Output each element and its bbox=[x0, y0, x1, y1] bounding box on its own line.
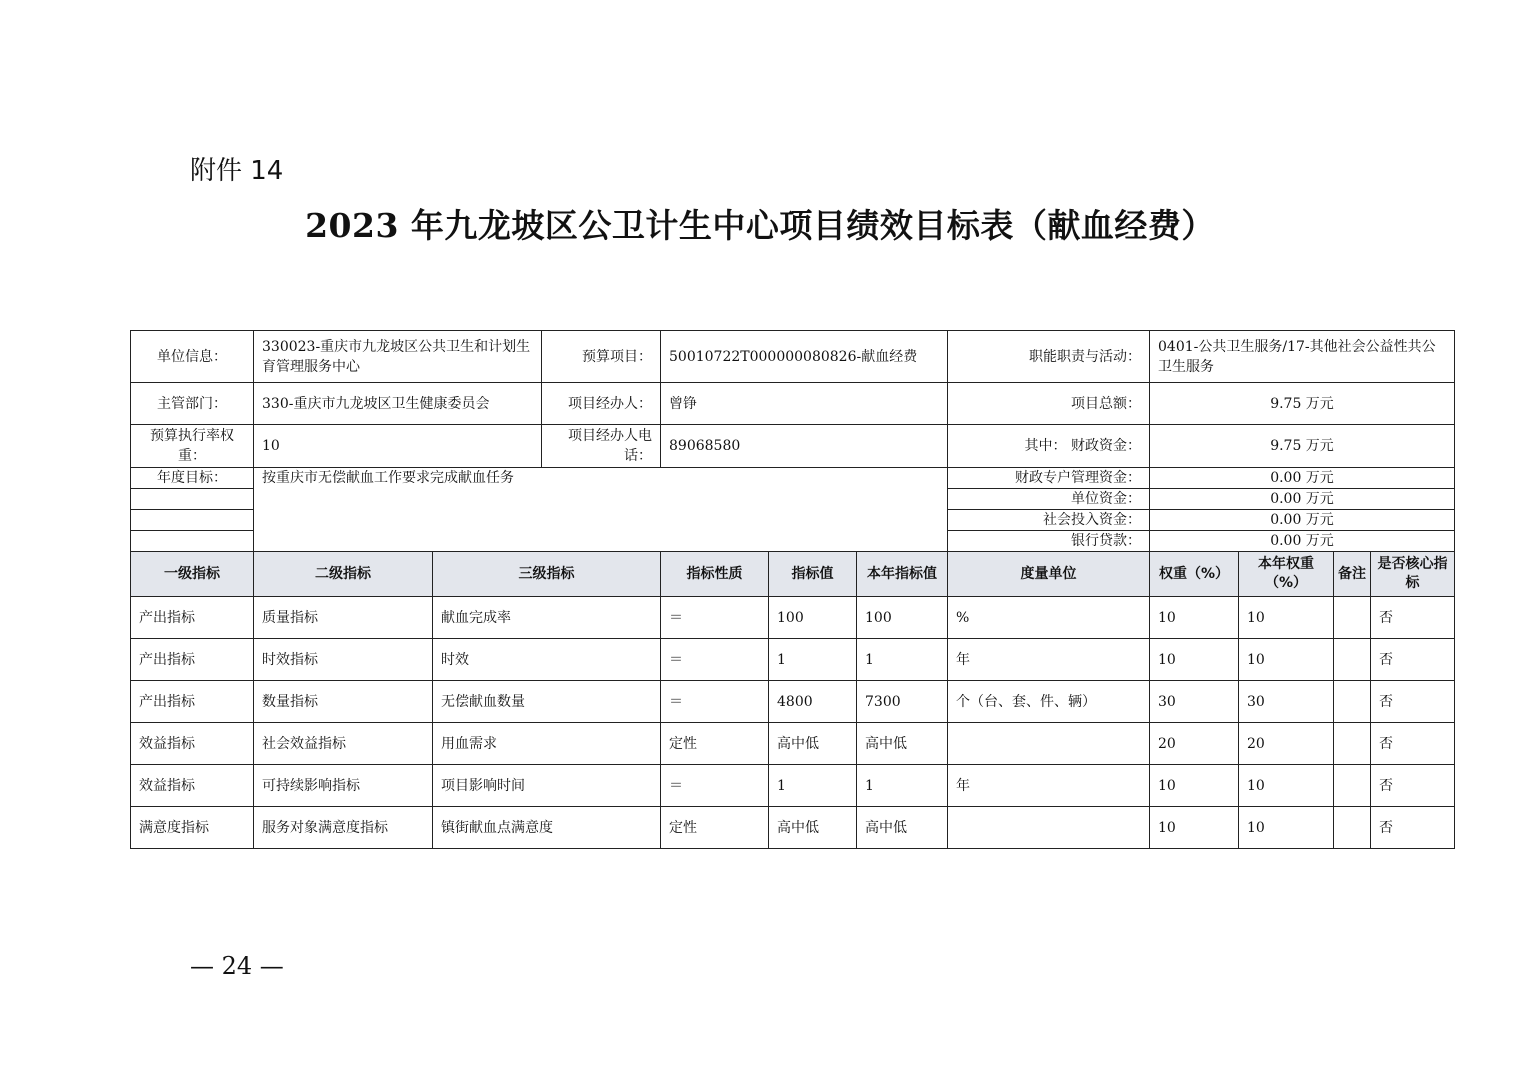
header-level3: 三级指标 bbox=[433, 552, 661, 597]
level3-cell: 镇街献血点满意度 bbox=[433, 807, 661, 849]
level2-cell: 质量指标 bbox=[254, 597, 433, 639]
phone-label: 项目经办人电话： bbox=[542, 425, 661, 468]
level3-cell: 用血需求 bbox=[433, 723, 661, 765]
level2-cell: 数量指标 bbox=[254, 681, 433, 723]
level1-cell: 产出指标 bbox=[131, 597, 254, 639]
level3-cell: 献血完成率 bbox=[433, 597, 661, 639]
year-target-cell: 100 bbox=[857, 597, 948, 639]
unit-cell bbox=[948, 807, 1150, 849]
year-weight-cell: 10 bbox=[1239, 807, 1334, 849]
year-weight-cell: 10 bbox=[1239, 765, 1334, 807]
unit-cell: % bbox=[948, 597, 1150, 639]
rate-weight-value: 10 bbox=[254, 425, 542, 468]
year-target-cell: 7300 bbox=[857, 681, 948, 723]
weight-cell: 10 bbox=[1150, 765, 1239, 807]
remark-cell bbox=[1334, 681, 1371, 723]
core-cell: 否 bbox=[1371, 597, 1455, 639]
level2-cell: 服务对象满意度指标 bbox=[254, 807, 433, 849]
table-row bbox=[131, 639, 1455, 681]
social-fund-label: 社会投入资金： bbox=[948, 510, 1150, 531]
social-fund-value: 0.00 万元 bbox=[1150, 510, 1455, 531]
level3-cell: 时效 bbox=[433, 639, 661, 681]
header-unit: 度量单位 bbox=[948, 552, 1150, 597]
header-core: 是否核心指标 bbox=[1371, 552, 1455, 597]
level1-cell: 产出指标 bbox=[131, 681, 254, 723]
nature-cell: 定性 bbox=[661, 807, 769, 849]
page-number: — 24 — bbox=[190, 952, 284, 980]
table-row bbox=[131, 597, 1455, 639]
year-weight-cell: 30 bbox=[1239, 681, 1334, 723]
nature-cell: ＝ bbox=[661, 765, 769, 807]
target-value-cell: 高中低 bbox=[769, 807, 857, 849]
level2-cell: 时效指标 bbox=[254, 639, 433, 681]
attachment-label: 附件 14 bbox=[190, 156, 284, 186]
year-weight-cell: 10 bbox=[1239, 639, 1334, 681]
core-cell: 否 bbox=[1371, 639, 1455, 681]
table-row bbox=[131, 723, 1455, 765]
remark-cell bbox=[1334, 765, 1371, 807]
unit-cell: 个（台、套、件、辆） bbox=[948, 681, 1150, 723]
document-title: 2023 年九龙坡区公卫计生中心项目绩效目标表（献血经费） bbox=[305, 206, 1215, 245]
header-nature: 指标性质 bbox=[661, 552, 769, 597]
table-row bbox=[131, 681, 1455, 723]
nature-cell: 定性 bbox=[661, 723, 769, 765]
manager-label: 项目经办人： bbox=[542, 383, 661, 425]
bank-loan-value: 0.00 万元 bbox=[1150, 531, 1455, 552]
duty-label: 职能职责与活动： bbox=[948, 331, 1150, 383]
target-value-cell: 4800 bbox=[769, 681, 857, 723]
unit-cell: 年 bbox=[948, 765, 1150, 807]
dept-value: 330-重庆市九龙坡区卫生健康委员会 bbox=[254, 383, 542, 425]
weight-cell: 10 bbox=[1150, 807, 1239, 849]
header-level1: 一级指标 bbox=[131, 552, 254, 597]
unit-info-label: 单位信息： bbox=[131, 331, 254, 383]
goal-value: 按重庆市无偿献血工作要求完成献血任务 bbox=[254, 468, 948, 552]
dept-label: 主管部门： bbox=[131, 383, 254, 425]
unit-fund-value: 0.00 万元 bbox=[1150, 489, 1455, 510]
table-row bbox=[131, 765, 1455, 807]
header-remark: 备注 bbox=[1334, 552, 1371, 597]
header-weight: 权重（%） bbox=[1150, 552, 1239, 597]
level1-cell: 效益指标 bbox=[131, 723, 254, 765]
level2-cell: 社会效益指标 bbox=[254, 723, 433, 765]
level3-cell: 项目影响时间 bbox=[433, 765, 661, 807]
remark-cell bbox=[1334, 597, 1371, 639]
target-value-cell: 100 bbox=[769, 597, 857, 639]
target-value-cell: 1 bbox=[769, 639, 857, 681]
year-weight-cell: 10 bbox=[1239, 597, 1334, 639]
level3-cell: 无偿献血数量 bbox=[433, 681, 661, 723]
core-cell: 否 bbox=[1371, 723, 1455, 765]
unit-fund-label: 单位资金： bbox=[948, 489, 1150, 510]
remark-cell bbox=[1334, 807, 1371, 849]
year-target-cell: 1 bbox=[857, 639, 948, 681]
bank-loan-label: 银行贷款： bbox=[948, 531, 1150, 552]
nature-cell: ＝ bbox=[661, 639, 769, 681]
rate-weight-label: 预算执行率权重： bbox=[131, 425, 254, 468]
budget-item-value: 50010722T000000080826-献血经费 bbox=[661, 331, 948, 383]
level2-cell: 可持续影响指标 bbox=[254, 765, 433, 807]
total-value: 9.75 万元 bbox=[1150, 383, 1455, 425]
year-target-cell: 高中低 bbox=[857, 723, 948, 765]
level1-cell: 效益指标 bbox=[131, 765, 254, 807]
year-target-cell: 1 bbox=[857, 765, 948, 807]
target-value-cell: 高中低 bbox=[769, 723, 857, 765]
level1-cell: 产出指标 bbox=[131, 639, 254, 681]
empty-cell bbox=[131, 489, 254, 510]
fiscal-label: 其中： 财政资金： bbox=[948, 425, 1150, 468]
budget-item-label: 预算项目： bbox=[542, 331, 661, 383]
fiscal-value: 9.75 万元 bbox=[1150, 425, 1455, 468]
table-row bbox=[131, 807, 1455, 849]
core-cell: 否 bbox=[1371, 765, 1455, 807]
duty-value: 0401-公共卫生服务/17-其他社会公益性共公卫生服务 bbox=[1150, 331, 1455, 383]
target-value-cell: 1 bbox=[769, 765, 857, 807]
unit-cell bbox=[948, 723, 1150, 765]
empty-cell bbox=[131, 510, 254, 531]
weight-cell: 10 bbox=[1150, 639, 1239, 681]
total-label: 项目总额： bbox=[948, 383, 1150, 425]
year-weight-cell: 20 bbox=[1239, 723, 1334, 765]
nature-cell: ＝ bbox=[661, 681, 769, 723]
header-year-target: 本年指标值 bbox=[857, 552, 948, 597]
unit-cell: 年 bbox=[948, 639, 1150, 681]
manager-value: 曾铮 bbox=[661, 383, 948, 425]
performance-table bbox=[130, 330, 1455, 849]
core-cell: 否 bbox=[1371, 681, 1455, 723]
core-cell: 否 bbox=[1371, 807, 1455, 849]
phone-value: 89068580 bbox=[661, 425, 948, 468]
empty-cell bbox=[131, 531, 254, 552]
header-level2: 二级指标 bbox=[254, 552, 433, 597]
weight-cell: 20 bbox=[1150, 723, 1239, 765]
header-target-value: 指标值 bbox=[769, 552, 857, 597]
remark-cell bbox=[1334, 723, 1371, 765]
year-target-cell: 高中低 bbox=[857, 807, 948, 849]
special-fund-value: 0.00 万元 bbox=[1150, 468, 1455, 489]
weight-cell: 30 bbox=[1150, 681, 1239, 723]
nature-cell: ＝ bbox=[661, 597, 769, 639]
weight-cell: 10 bbox=[1150, 597, 1239, 639]
level1-cell: 满意度指标 bbox=[131, 807, 254, 849]
remark-cell bbox=[1334, 639, 1371, 681]
header-year-weight: 本年权重（%） bbox=[1239, 552, 1334, 597]
unit-info-value: 330023-重庆市九龙坡区公共卫生和计划生育管理服务中心 bbox=[254, 331, 542, 383]
goal-label: 年度目标： bbox=[131, 468, 254, 489]
special-fund-label: 财政专户管理资金： bbox=[948, 468, 1150, 489]
